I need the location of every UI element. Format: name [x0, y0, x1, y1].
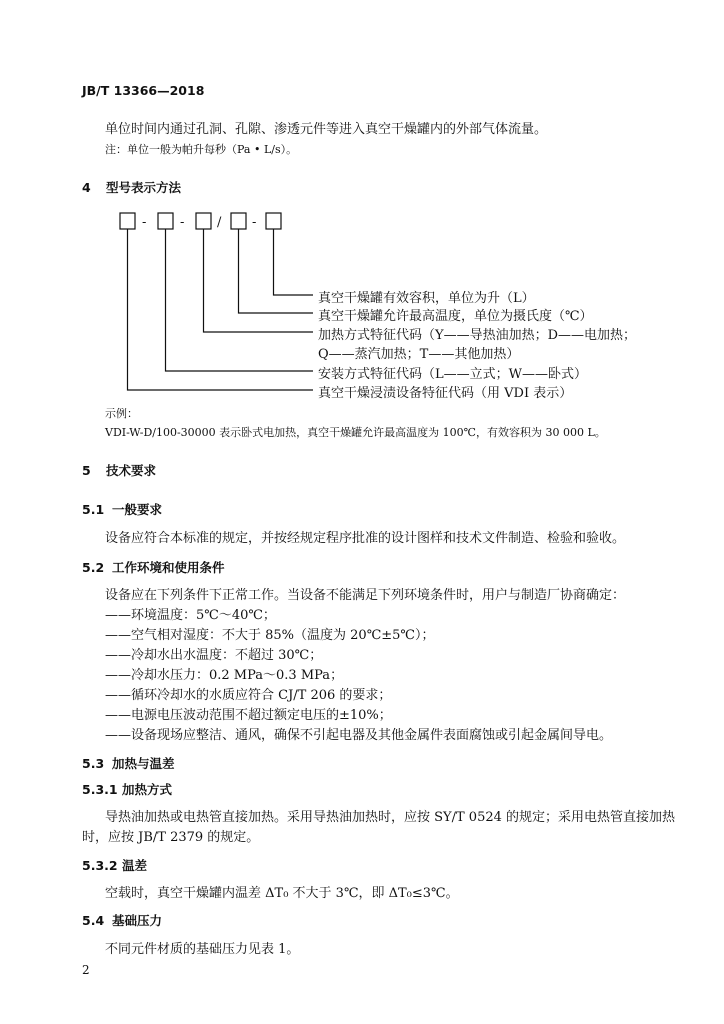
section-5-4-text: 不同元件材质的基础压力见表 1。 — [105, 942, 300, 957]
condition-item: ——冷却水压力：0.2 MPa～0.3 MPa； — [105, 668, 344, 683]
leader-line-2 — [239, 229, 314, 313]
diagram-label-equipment: 真空干燥浸渍设备特征代码（用 VDI 表示） — [318, 386, 573, 401]
separator: - — [252, 215, 257, 230]
unit-note: 注：单位一般为帕升每秒（Pa • L/s）。 — [105, 143, 298, 156]
section-5-3-2-heading — [82, 856, 147, 874]
leader-line-1 — [274, 229, 314, 295]
section-5-3-1-heading — [82, 780, 172, 798]
code-box-5 — [266, 213, 281, 229]
code-box-2 — [158, 213, 173, 229]
section-title: 工作环境和使用条件 — [112, 560, 225, 575]
page-number: 2 — [82, 963, 90, 977]
diagram-label-capacity: 真空干燥罐有效容积，单位为升（L） — [318, 291, 535, 306]
section-number: 5 — [82, 463, 91, 478]
section-title: 一般要求 — [112, 502, 163, 517]
condition-item: ——空气相对湿度：不大于 85%（温度为 20℃±5℃）； — [105, 628, 435, 643]
condition-item: ——设备现场应整洁、通风，确保不引起电器及其他金属件表面腐蚀或引起金属间导电。 — [105, 728, 613, 743]
section-5-3-2-text: 空载时，真空干燥罐内温差 ΔT₀ 不大于 3℃，即 ΔT₀≤3℃。 — [105, 886, 459, 901]
leader-line-3 — [204, 229, 314, 332]
code-box-1 — [120, 213, 135, 229]
condition-item: ——环境温度：5℃～40℃； — [105, 608, 276, 623]
condition-item: ——冷却水出水温度：不超过 30℃； — [105, 648, 323, 663]
section-number: 5.4 — [82, 913, 105, 928]
section-5-1-heading — [82, 500, 162, 518]
condition-item: ——电源电压波动范围不超过额定电压的±10%； — [105, 708, 392, 723]
condition-item: ——循环冷却水的水质应符合 CJ/T 206 的要求； — [105, 688, 392, 703]
separator: / — [217, 215, 222, 230]
diagram-label-heating-cont: Q——蒸汽加热；T——其他加热） — [318, 347, 520, 362]
section-5-heading — [82, 461, 156, 479]
section-title: 型号表示方法 — [106, 180, 182, 195]
section-title: 技术要求 — [106, 463, 157, 478]
separator: - — [180, 215, 185, 230]
section-5-2-text: 设备应在下列条件下正常工作。当设备不能满足下列环境条件时，用户与制造厂协商确定： — [105, 588, 626, 603]
section-5-3-1-line-1: 导热油加热或电热管直接加热。采用导热油加热时，应按 SY/T 0524 的规定；采用电热管直接加热 — [105, 810, 676, 825]
section-number: 5.3.2 — [82, 858, 118, 873]
definition-text: 单位时间内通过孔洞、孔隙、渗透元件等进入真空干燥罐内的外部气体流量。 — [105, 122, 548, 137]
diagram-label-temperature: 真空干燥罐允许最高温度，单位为摄氏度（℃） — [318, 309, 593, 324]
section-number: 5.1 — [82, 502, 105, 517]
leader-line-5 — [128, 229, 314, 390]
section-title: 加热与温差 — [112, 756, 175, 771]
section-title: 温差 — [122, 858, 148, 873]
document-id: JB/T 13366—2018 — [82, 83, 205, 98]
section-5-1-text: 设备应符合本标准的规定，并按经规定程序批准的设计图样和技术文件制造、检验和验收。 — [105, 531, 626, 546]
section-number: 5.3 — [82, 756, 105, 771]
section-5-4-heading — [82, 911, 162, 929]
section-number: 5.2 — [82, 560, 105, 575]
leader-line-4 — [166, 229, 314, 371]
code-box-3 — [196, 213, 211, 229]
example-label: 示例： — [105, 407, 138, 420]
section-5-3-heading — [82, 754, 175, 772]
section-5-3-1-line-2: 时，应按 JB/T 2379 的规定。 — [82, 830, 260, 845]
diagram-label-installation: 安装方式特征代码（L——立式；W——卧式） — [318, 367, 587, 382]
section-title: 基础压力 — [112, 913, 163, 928]
diagram-label-heating: 加热方式特征代码（Y——导热油加热；D——电加热； — [318, 328, 637, 343]
section-title: 加热方式 — [122, 782, 173, 797]
example-text: VDI-W-D/100-30000 表示卧式电加热，真空干燥罐允许最高温度为 100℃，有效容积为 30 000 L。 — [105, 426, 606, 439]
section-number: 5.3.1 — [82, 782, 118, 797]
section-number: 4 — [82, 180, 91, 195]
code-box-4 — [231, 213, 246, 229]
section-5-2-heading — [82, 558, 225, 576]
separator: - — [142, 215, 147, 230]
